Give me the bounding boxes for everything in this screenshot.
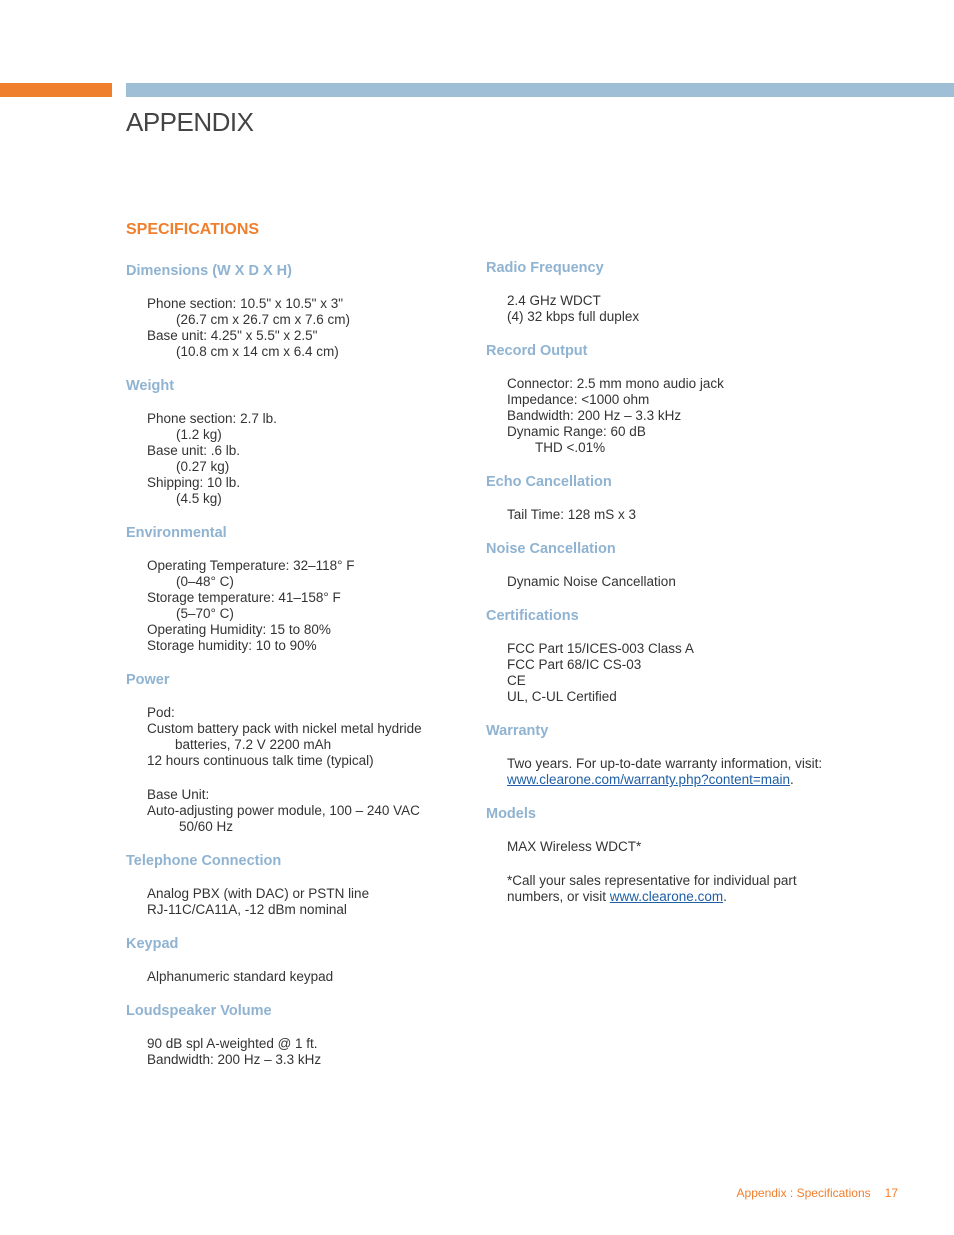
spec-line (507, 772, 846, 788)
spec-line: Alphanumeric standard keypad (147, 969, 334, 984)
footer-label: Appendix : Specifications (736, 1186, 871, 1200)
spec-line: Dynamic Noise Cancellation (507, 574, 676, 589)
spec-line: Bandwidth: 200 Hz – 3.3 kHz (147, 1052, 322, 1067)
spec-line: (5–70° C) (176, 606, 234, 621)
spec-group (486, 342, 846, 456)
spec-line: (0–48° C) (176, 574, 234, 589)
spec-line: Analog PBX (with DAC) or PSTN line (147, 886, 370, 901)
spec-heading: Power (126, 672, 170, 688)
spec-line: (0.27 kg) (176, 459, 230, 474)
page-number: 17 (884, 1186, 898, 1200)
spec-blank (147, 769, 466, 787)
spec-line: THD <.01% (535, 440, 606, 455)
spec-line (507, 873, 846, 889)
spec-group (126, 524, 466, 654)
spec-line: (4.5 kg) (176, 491, 222, 506)
spec-line: Custom battery pack with nickel metal hydride (147, 721, 422, 736)
spec-line: Operating Humidity: 15 to 80% (147, 622, 331, 637)
spec-line: Base unit: 4.25" x 5.5" x 2.5" (147, 328, 318, 343)
left-column (126, 262, 466, 1085)
spec-group (126, 671, 466, 835)
spec-line: Storage temperature: 41–158° F (147, 590, 341, 605)
spec-group (126, 935, 466, 985)
spec-line: Tail Time: 128 mS x 3 (507, 507, 637, 522)
spec-group-warranty (486, 722, 846, 788)
spec-line: UL, C-UL Certified (507, 689, 617, 704)
spec-line: RJ-11C/CA11A, -12 dBm nominal (147, 902, 347, 917)
spec-group (486, 259, 846, 325)
spec-line: Shipping: 10 lb. (147, 475, 241, 490)
header-bar-orange (0, 83, 112, 97)
spec-line: Bandwidth: 200 Hz – 3.3 kHz (507, 408, 682, 423)
spec-heading: Dimensions (W X D X H) (126, 263, 292, 279)
spec-line: Base Unit: (147, 787, 210, 802)
spec-line: Phone section: 10.5" x 10.5" x 3" (147, 296, 344, 311)
spec-body (147, 296, 466, 360)
spec-line: Auto-adjusting power module, 100 – 240 VAC (147, 803, 420, 818)
spec-body (507, 574, 846, 590)
spec-line: batteries, 7.2 V 2200 mAh (175, 737, 332, 752)
warranty-text: Two years. For up-to-date warranty information, visit: (507, 756, 823, 771)
spec-heading: Loudspeaker Volume (126, 1003, 272, 1019)
models-line: MAX Wireless WDCT* (507, 839, 642, 854)
right-spec-groups (486, 259, 846, 705)
spec-group (126, 852, 466, 918)
spec-heading: Keypad (126, 936, 179, 952)
spec-line: Storage humidity: 10 to 90% (147, 638, 317, 653)
spec-body (507, 641, 846, 705)
spec-heading: Telephone Connection (126, 853, 282, 869)
spec-heading: Record Output (486, 343, 588, 359)
spec-heading: Echo Cancellation (486, 474, 612, 490)
spec-group (126, 1002, 466, 1068)
spec-body (507, 507, 846, 523)
warranty-after: . (790, 772, 794, 787)
spec-group (486, 473, 846, 523)
spec-line: FCC Part 15/ICES-003 Class A (507, 641, 694, 656)
spec-line: Impedance: <1000 ohm (507, 392, 650, 407)
spec-group (486, 540, 846, 590)
spec-body (147, 411, 466, 507)
spec-line (507, 839, 846, 855)
spec-line: Pod: (147, 705, 175, 720)
spec-line: (26.7 cm x 26.7 cm x 7.6 cm) (176, 312, 351, 327)
spec-line: (10.8 cm x 14 cm x 6.4 cm) (176, 344, 339, 359)
spec-line: Connector: 2.5 mm mono audio jack (507, 376, 724, 391)
spec-line: 50/60 Hz (179, 819, 234, 834)
section-title: SPECIFICATIONS (126, 221, 260, 238)
spec-line: FCC Part 68/IC CS-03 (507, 657, 642, 672)
spec-line: CE (507, 673, 526, 688)
spec-line: (1.2 kg) (176, 427, 222, 442)
spec-body (147, 705, 466, 835)
spec-line (507, 889, 846, 905)
spec-body (147, 886, 466, 918)
spec-group (126, 377, 466, 507)
spec-heading: Noise Cancellation (486, 541, 616, 557)
spec-heading: Environmental (126, 525, 227, 541)
models-note: *Call your sales representative for individual part (507, 873, 797, 888)
spec-body (147, 1036, 466, 1068)
header-bar-blue (126, 83, 954, 97)
spec-heading: Weight (126, 378, 175, 394)
models-after: . (723, 889, 727, 904)
right-column (486, 259, 846, 922)
spec-blank (507, 855, 846, 873)
models-note2: numbers, or visit (507, 889, 610, 904)
spec-heading: Certifications (486, 608, 579, 624)
spec-line: Base unit: .6 lb. (147, 443, 241, 458)
spec-body (507, 293, 846, 325)
spec-group (126, 262, 466, 360)
page-footer (737, 1186, 898, 1200)
spec-heading: Radio Frequency (486, 260, 604, 276)
spec-body (507, 376, 846, 456)
models-link[interactable]: www.clearone.com (609, 889, 724, 904)
spec-line: (4) 32 kbps full duplex (507, 309, 640, 324)
spec-line: Dynamic Range: 60 dB (507, 424, 646, 439)
spec-group-models (486, 805, 846, 905)
spec-body (507, 756, 846, 788)
spec-line: Operating Temperature: 32–118° F (147, 558, 355, 573)
spec-line: 12 hours continuous talk time (typical) (147, 753, 374, 768)
page-title: APPENDIX (126, 107, 254, 137)
warranty-link[interactable]: www.clearone.com/warranty.php?content=main (507, 772, 791, 787)
spec-body (507, 839, 846, 905)
spec-line (507, 756, 846, 772)
spec-heading: Models (486, 806, 536, 822)
spec-body (147, 969, 466, 985)
spec-line: Phone section: 2.7 lb. (147, 411, 277, 426)
spec-group (486, 607, 846, 705)
spec-line: 90 dB spl A-weighted @ 1 ft. (147, 1036, 318, 1051)
spec-line: 2.4 GHz WDCT (507, 293, 601, 308)
spec-body (147, 558, 466, 654)
spec-heading: Warranty (486, 723, 549, 739)
